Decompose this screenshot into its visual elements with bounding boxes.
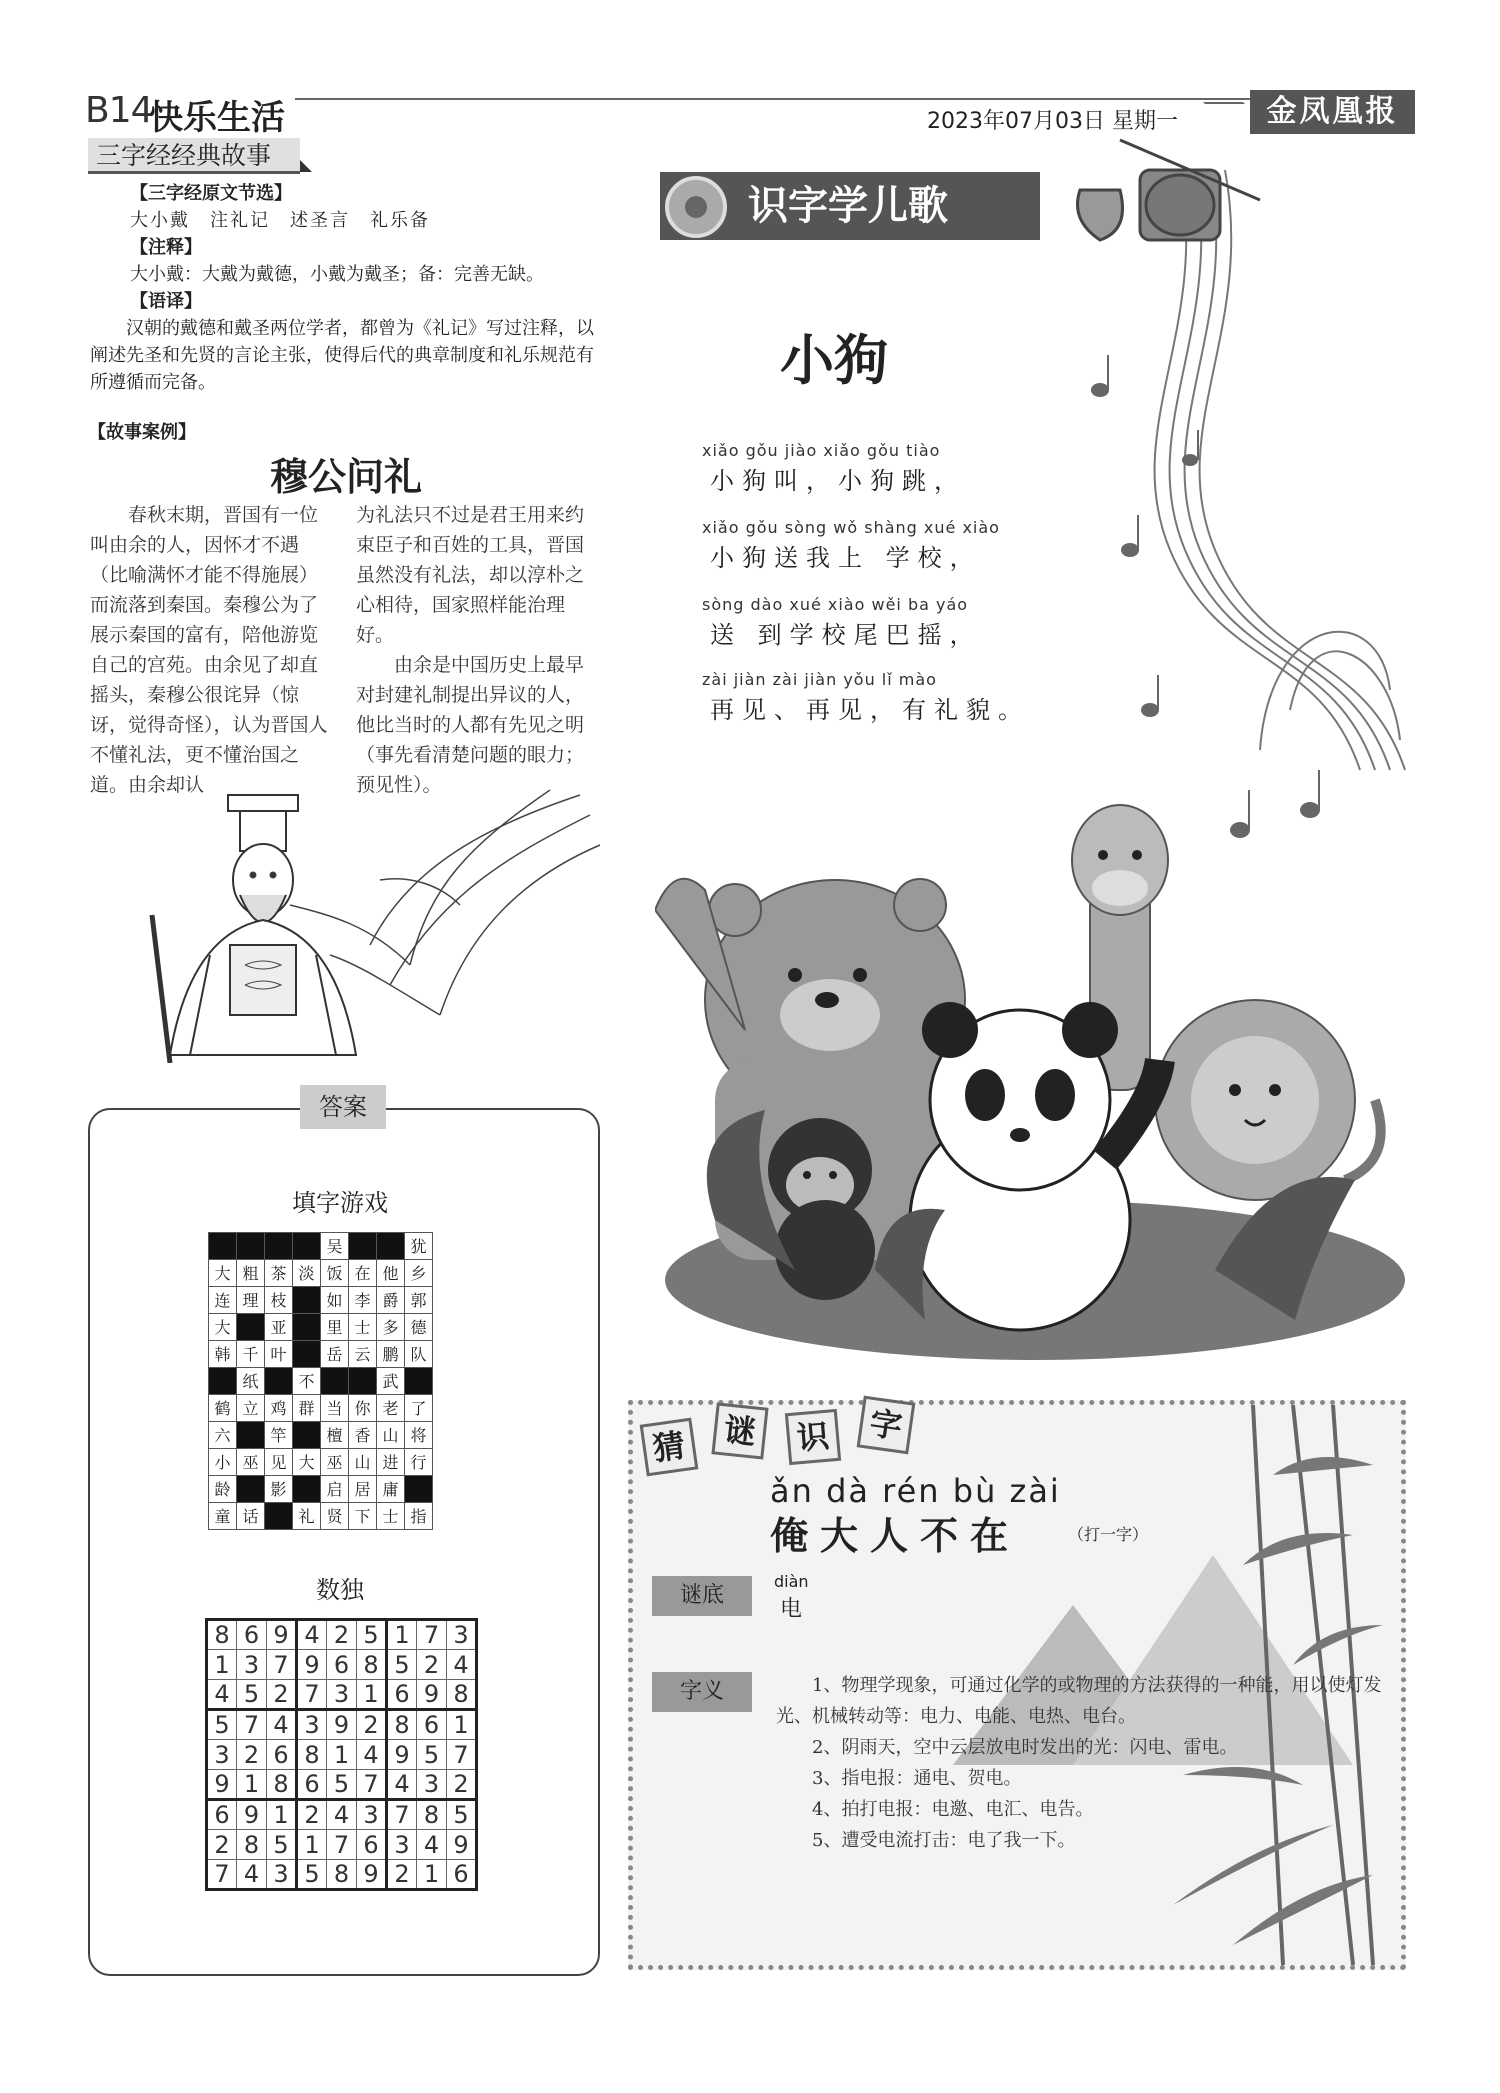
sudoku-cell: 8 (387, 1710, 417, 1740)
crossword-cell: 庸 (377, 1476, 405, 1503)
sudoku-cell: 6 (237, 1620, 267, 1650)
sudoku-cell: 6 (207, 1800, 237, 1830)
classic-original (90, 180, 602, 396)
sudoku-cell: 4 (447, 1650, 477, 1680)
music-notes-decoration (1060, 130, 1420, 870)
crossword-cell: 立 (237, 1395, 265, 1422)
translation-label: 【语译】 (130, 291, 202, 312)
crossword-cell: 爵 (377, 1287, 405, 1314)
sudoku-cell: 3 (267, 1860, 297, 1890)
crossword-cell: 犹 (405, 1233, 433, 1260)
crossword-cell (237, 1314, 265, 1341)
crossword-cell: 竿 (265, 1422, 293, 1449)
crossword-cell: 乡 (405, 1260, 433, 1287)
sudoku-cell: 4 (417, 1830, 447, 1860)
sudoku-cell: 5 (267, 1830, 297, 1860)
sudoku-cell: 1 (327, 1740, 357, 1770)
crossword-cell: 队 (405, 1341, 433, 1368)
sudoku-cell: 2 (447, 1770, 477, 1800)
classic-heading: 三字经经典故事 (88, 138, 300, 174)
sudoku-cell: 6 (417, 1710, 447, 1740)
crossword-cell: 纸 (237, 1368, 265, 1395)
crossword-cell (265, 1503, 293, 1530)
original-label: 【三字经原文节选】 (130, 183, 292, 204)
crossword-cell (293, 1287, 321, 1314)
crossword-cell: 德 (405, 1314, 433, 1341)
sudoku-cell: 5 (357, 1620, 387, 1650)
crossword-cell (321, 1368, 349, 1395)
crossword-cell (209, 1368, 237, 1395)
crossword-cell (293, 1422, 321, 1449)
crossword-cell: 了 (405, 1395, 433, 1422)
poem-pinyin-4: zài jiàn zài jiàn yǒu lǐ mào (702, 670, 937, 689)
sudoku-cell: 5 (327, 1770, 357, 1800)
crossword-cell: 启 (321, 1476, 349, 1503)
crossword-cell: 将 (405, 1422, 433, 1449)
riddle-tag-4: 字 (857, 1396, 916, 1455)
poem-pinyin-1: xiǎo gǒu jiào xiǎo gǒu tiào (702, 441, 941, 460)
sudoku-cell: 6 (297, 1770, 327, 1800)
crossword-title: 填字游戏 (292, 1189, 388, 1217)
poem-line-3: 送 到学校尾巴摇， (710, 621, 982, 649)
crossword-cell: 郭 (405, 1287, 433, 1314)
crossword-cell: 进 (377, 1449, 405, 1476)
crossword-cell (293, 1314, 321, 1341)
meaning-item: 4、拍打电报：电邀、电汇、电告。 (812, 1799, 1094, 1820)
crossword-cell: 六 (209, 1422, 237, 1449)
sudoku-cell: 1 (417, 1860, 447, 1890)
sudoku-cell: 9 (417, 1680, 447, 1710)
sudoku-cell: 9 (447, 1830, 477, 1860)
crossword-cell: 话 (237, 1503, 265, 1530)
crossword-cell: 山 (349, 1449, 377, 1476)
story-column-2 (356, 500, 596, 800)
sudoku-cell: 3 (387, 1830, 417, 1860)
crossword-cell: 山 (377, 1422, 405, 1449)
sudoku-cell: 2 (267, 1680, 297, 1710)
sudoku-cell: 1 (447, 1710, 477, 1740)
crossword-cell: 连 (209, 1287, 237, 1314)
meaning-item: 1、物理学现象，可通过化学的或物理的方法获得的一种能，用以使灯发光、机械转动等：电力、电能、电热、电台。 (776, 1675, 1382, 1727)
crossword-cell: 龄 (209, 1476, 237, 1503)
sudoku-cell: 1 (297, 1830, 327, 1860)
header-rule (295, 98, 1295, 100)
page-header (85, 88, 1415, 138)
sudoku-cell: 3 (417, 1770, 447, 1800)
sudoku-cell: 7 (417, 1620, 447, 1650)
riddle-pinyin: ǎn dà rén bù zài (770, 1472, 1061, 1510)
crossword-cell (293, 1233, 321, 1260)
crossword-cell: 群 (293, 1395, 321, 1422)
story-paragraph: 为礼法只不过是君王用来约束臣子和百姓的工具，晋国虽然没有礼法，却以淳朴之心相待，国家照样能治理好。 (356, 504, 585, 646)
sudoku-cell: 5 (237, 1680, 267, 1710)
crossword-cell: 亚 (265, 1314, 293, 1341)
crossword-cell: 老 (377, 1395, 405, 1422)
crossword-cell: 巫 (321, 1449, 349, 1476)
crossword-cell: 多 (377, 1314, 405, 1341)
crossword-cell: 下 (349, 1503, 377, 1530)
crossword-cell: 你 (349, 1395, 377, 1422)
masthead-logo: 金凤凰报 (1250, 90, 1415, 134)
crossword-cell: 他 (377, 1260, 405, 1287)
crossword-cell: 士 (377, 1503, 405, 1530)
crossword-cell: 童 (209, 1503, 237, 1530)
crossword-cell: 士 (349, 1314, 377, 1341)
crossword-cell: 韩 (209, 1341, 237, 1368)
crossword-cell: 指 (405, 1503, 433, 1530)
sudoku-cell: 2 (207, 1830, 237, 1860)
crossword-cell (237, 1422, 265, 1449)
crossword-grid (208, 1232, 433, 1530)
crossword-cell: 香 (349, 1422, 377, 1449)
sudoku-title: 数独 (316, 1576, 364, 1604)
crossword-cell: 不 (293, 1368, 321, 1395)
sudoku-cell: 3 (207, 1740, 237, 1770)
sudoku-cell: 2 (387, 1860, 417, 1890)
sudoku-cell: 6 (447, 1860, 477, 1890)
sudoku-cell: 4 (297, 1620, 327, 1650)
sudoku-cell: 8 (297, 1740, 327, 1770)
crossword-cell: 吴 (321, 1233, 349, 1260)
crossword-cell (265, 1233, 293, 1260)
sudoku-cell: 2 (237, 1740, 267, 1770)
crossword-cell: 见 (265, 1449, 293, 1476)
poem-line-4: 再见、再见，有礼貌。 (710, 696, 1030, 724)
answers-label: 答案 (300, 1085, 386, 1129)
meaning-list (776, 1670, 1406, 1856)
crossword-cell: 行 (405, 1449, 433, 1476)
riddle-answer: 电 (780, 1597, 803, 1622)
crossword-cell (349, 1233, 377, 1260)
translation-text: 汉朝的戴德和戴圣两位学者，都曾为《礼记》写过注释，以阐述先圣和先贤的言论主张，使得后代的典章制度和礼乐规范有所遵循而完备。 (90, 318, 594, 393)
crossword-cell (237, 1233, 265, 1260)
sudoku-cell: 9 (207, 1770, 237, 1800)
crossword-cell (377, 1233, 405, 1260)
crossword-cell: 叶 (265, 1341, 293, 1368)
sudoku-cell: 6 (327, 1650, 357, 1680)
sudoku-cell: 3 (357, 1800, 387, 1830)
crossword-cell: 礼 (293, 1503, 321, 1530)
answer-label: 谜底 (652, 1576, 752, 1616)
sudoku-cell: 9 (327, 1710, 357, 1740)
sudoku-cell: 5 (417, 1740, 447, 1770)
crossword-cell: 大 (209, 1260, 237, 1287)
crossword-cell: 理 (237, 1287, 265, 1314)
sudoku-cell: 3 (237, 1650, 267, 1680)
crossword-cell: 粗 (237, 1260, 265, 1287)
answer-pinyin: diàn (774, 1572, 809, 1591)
sudoku-cell: 8 (447, 1680, 477, 1710)
sudoku-cell: 2 (297, 1800, 327, 1830)
crossword-cell (265, 1368, 293, 1395)
sudoku-cell: 1 (267, 1800, 297, 1830)
sudoku-cell: 2 (417, 1650, 447, 1680)
crossword-cell (349, 1368, 377, 1395)
sudoku-cell: 4 (387, 1770, 417, 1800)
poem-pinyin-3: sòng dào xué xiào wěi ba yáo (702, 595, 969, 614)
sudoku-cell: 1 (357, 1680, 387, 1710)
sudoku-cell: 5 (447, 1800, 477, 1830)
sudoku-cell: 4 (237, 1860, 267, 1890)
crossword-cell: 里 (321, 1314, 349, 1341)
crossword-cell: 大 (293, 1449, 321, 1476)
sudoku-cell: 6 (357, 1830, 387, 1860)
crossword-cell: 如 (321, 1287, 349, 1314)
crossword-cell: 巫 (237, 1449, 265, 1476)
crossword-cell: 鹏 (377, 1341, 405, 1368)
crossword-cell: 岳 (321, 1341, 349, 1368)
duke-mu-illustration (110, 785, 600, 1063)
sudoku-cell: 9 (267, 1620, 297, 1650)
page-number: B14 (85, 90, 153, 131)
sudoku-cell: 4 (207, 1680, 237, 1710)
crossword-cell: 当 (321, 1395, 349, 1422)
crossword-cell: 鹤 (209, 1395, 237, 1422)
meaning-label: 字义 (652, 1672, 752, 1712)
crossword-cell: 千 (237, 1341, 265, 1368)
sudoku-cell: 7 (447, 1740, 477, 1770)
story-paragraph: 春秋末期，晋国有一位叫由余的人，因怀才不遇（比喻满怀才能不得施展）而流落到秦国。秦穆公为了展示秦国的富有，陪他游览自己的宫苑。由余见了却直摇头，秦穆公很诧异（惊讶，觉得奇怪），认为晋国人不懂礼法，更不懂治国之道。由余却认 (90, 504, 328, 796)
sudoku-cell: 7 (207, 1860, 237, 1890)
sudoku-cell: 5 (387, 1650, 417, 1680)
story-paragraph: 由余是中国历史上最早对封建礼制提出异议的人，他比当时的人都有先见之明（事先看清楚问题的眼力；预见性）。 (356, 654, 585, 796)
crossword-cell: 茶 (265, 1260, 293, 1287)
crossword-cell: 鸡 (265, 1395, 293, 1422)
sudoku-cell: 7 (237, 1710, 267, 1740)
sudoku-cell: 7 (357, 1770, 387, 1800)
sudoku-cell: 9 (297, 1650, 327, 1680)
sudoku-cell: 2 (327, 1620, 357, 1650)
crossword-cell: 贤 (321, 1503, 349, 1530)
sudoku-grid (205, 1618, 478, 1891)
poem-line-1: 小狗叫，小狗跳， (710, 467, 966, 495)
sudoku-cell: 1 (387, 1620, 417, 1650)
crossword-cell: 云 (349, 1341, 377, 1368)
riddle-hint: （打一字） (1068, 1525, 1149, 1544)
crossword-cell: 影 (265, 1476, 293, 1503)
case-label: 【故事案例】 (88, 422, 196, 443)
sudoku-cell: 8 (357, 1650, 387, 1680)
sudoku-cell: 7 (267, 1650, 297, 1680)
crossword-cell: 饭 (321, 1260, 349, 1287)
sudoku-cell: 7 (387, 1800, 417, 1830)
sudoku-cell: 4 (267, 1710, 297, 1740)
sudoku-cell: 7 (297, 1680, 327, 1710)
meaning-item: 2、阴雨天，空中云层放电时发出的光：闪电、雷电。 (812, 1737, 1238, 1758)
story-column-1 (90, 500, 330, 800)
riddle-tag-3: 识 (785, 1409, 841, 1465)
sudoku-cell: 9 (387, 1740, 417, 1770)
poem-line-2: 小狗送我上 学校， (710, 544, 982, 572)
notes-label: 【注释】 (130, 237, 202, 258)
section-title: 快乐生活 (149, 98, 285, 138)
sudoku-cell: 3 (447, 1620, 477, 1650)
sudoku-cell: 1 (207, 1650, 237, 1680)
song-heading: 识字学儿歌 (660, 172, 1040, 240)
crossword-cell: 淡 (293, 1260, 321, 1287)
crossword-cell (293, 1341, 321, 1368)
crossword-cell (405, 1368, 433, 1395)
meaning-item: 5、遭受电流打击：电了我一下。 (812, 1830, 1076, 1851)
sudoku-cell: 5 (207, 1710, 237, 1740)
crossword-cell (293, 1476, 321, 1503)
sudoku-cell: 6 (387, 1680, 417, 1710)
crossword-cell: 武 (377, 1368, 405, 1395)
sudoku-cell: 9 (237, 1800, 267, 1830)
crossword-cell: 李 (349, 1287, 377, 1314)
crossword-cell: 小 (209, 1449, 237, 1476)
sudoku-cell: 2 (357, 1710, 387, 1740)
sudoku-cell: 3 (297, 1710, 327, 1740)
sudoku-cell: 5 (297, 1860, 327, 1890)
sudoku-cell: 8 (417, 1800, 447, 1830)
sudoku-cell: 8 (237, 1830, 267, 1860)
sudoku-cell: 8 (267, 1770, 297, 1800)
poem-pinyin-2: xiǎo gǒu sòng wǒ shàng xué xiào (702, 518, 1000, 537)
crossword-cell: 居 (349, 1476, 377, 1503)
original-text: 大小戴 注礼记 述圣言 礼乐备 (130, 210, 430, 231)
meaning-item: 3、指电报：通电、贺电。 (812, 1768, 1022, 1789)
sudoku-cell: 3 (327, 1680, 357, 1710)
sudoku-cell: 9 (357, 1860, 387, 1890)
sudoku-cell: 8 (327, 1860, 357, 1890)
crossword-cell (405, 1476, 433, 1503)
riddle-tag-1: 猜 (640, 1418, 699, 1477)
sudoku-cell: 4 (327, 1800, 357, 1830)
riddle-tag-2: 谜 (711, 1402, 768, 1459)
sudoku-cell: 7 (327, 1830, 357, 1860)
notes-text: 大小戴：大戴为戴德，小戴为戴圣；备：完善无缺。 (130, 264, 544, 285)
flower-icon (665, 176, 727, 238)
riddle-question: 俺大人不在 (770, 1514, 1021, 1558)
crossword-cell: 大 (209, 1314, 237, 1341)
story-title: 穆公问礼 (269, 454, 422, 499)
crossword-cell: 在 (349, 1260, 377, 1287)
crossword-cell: 檀 (321, 1422, 349, 1449)
sudoku-cell: 4 (357, 1740, 387, 1770)
crossword-cell (237, 1476, 265, 1503)
sudoku-cell: 1 (237, 1770, 267, 1800)
crossword-cell (209, 1233, 237, 1260)
sudoku-cell: 6 (267, 1740, 297, 1770)
issue-date: 2023年07月03日 星期一 (927, 109, 1178, 134)
sudoku-cell: 8 (207, 1620, 237, 1650)
animals-illustration (655, 800, 1415, 1360)
crossword-cell: 枝 (265, 1287, 293, 1314)
poem-title: 小狗 (780, 329, 888, 392)
